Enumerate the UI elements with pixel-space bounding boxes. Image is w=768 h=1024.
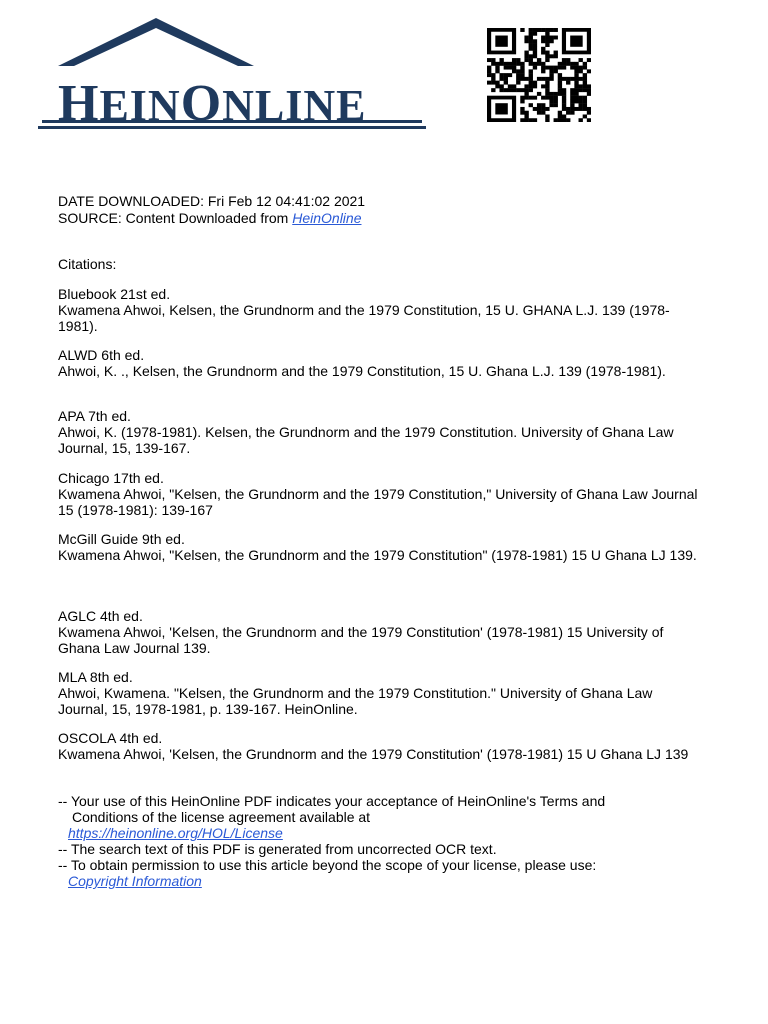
source-line: SOURCE: Content Downloaded from HeinOnline xyxy=(58,210,362,226)
heinonline-logo xyxy=(38,14,426,132)
citation-oscola: OSCOLA 4th ed. Kwamena Ahwoi, 'Kelsen, the Grundnorm and the 1979 Constitution' (1978-1981) 15 U Ghana LJ 139 xyxy=(58,730,689,762)
terms-notice xyxy=(58,793,718,889)
notice-line-terms: -- Your use of this HeinOnline PDF indicates your acceptance of HeinOnline's Terms and xyxy=(58,793,606,809)
citation-mcgill: McGill Guide 9th ed. Kwamena Ahwoi, "Kelsen, the Grundnorm and the 1979 Constitution" (1978-1981) 15 U Ghana LJ 139. xyxy=(58,531,697,563)
logo-wordmark: HEINONLINE xyxy=(58,75,367,132)
citation-bluebook: Bluebook 21st ed. Kwamena Ahwoi, Kelsen, the Grundnorm and the 1979 Constitution, 15 U. GHANA L.J. 139 (1978-1981). xyxy=(58,286,670,334)
notice-line-permission: -- To obtain permission to use this article beyond the scope of your license, please use: xyxy=(58,857,597,873)
license-link[interactable]: https://heinonline.org/HOL/License xyxy=(68,825,283,841)
citation-alwd: ALWD 6th ed. Ahwoi, K. ., Kelsen, the Grundnorm and the 1979 Constitution, 15 U. Ghana L.J. 139 (1978-1981). xyxy=(58,347,666,379)
download-meta xyxy=(58,193,365,227)
citation-apa: APA 7th ed. Ahwoi, K. (1978-1981). Kelsen, the Grundnorm and the 1979 Constitution. University of Ghana Law Journal, 15, 139-167. xyxy=(58,408,674,456)
copyright-link[interactable]: Copyright Information xyxy=(68,873,202,889)
notice-line-ocr: -- The search text of this PDF is generated from uncorrected OCR text. xyxy=(58,841,497,857)
citation-aglc: AGLC 4th ed. Kwamena Ahwoi, 'Kelsen, the Grundnorm and the 1979 Constitution' (1978-1981) 15 University of Ghana Law Journal 139. xyxy=(58,608,664,656)
citation-chicago: Chicago 17th ed. Kwamena Ahwoi, "Kelsen, the Grundnorm and the 1979 Constitution," University of Ghana Law Journal 15 (1978-1981): 139-167 xyxy=(58,470,698,518)
heinonline-link[interactable]: HeinOnline xyxy=(292,210,362,226)
date-downloaded: DATE DOWNLOADED: Fri Feb 12 04:41:02 2021 xyxy=(58,193,366,209)
citation-mla: MLA 8th ed. Ahwoi, Kwamena. "Kelsen, the Grundnorm and the 1979 Constitution." University of Ghana Law Journal, 15, 1978-1981, p. 139-167. HeinOnline. xyxy=(58,669,653,717)
citations-heading: Citations: xyxy=(58,256,117,272)
notice-line-conditions: Conditions of the license agreement available at xyxy=(72,809,371,825)
qr-code xyxy=(487,28,591,122)
